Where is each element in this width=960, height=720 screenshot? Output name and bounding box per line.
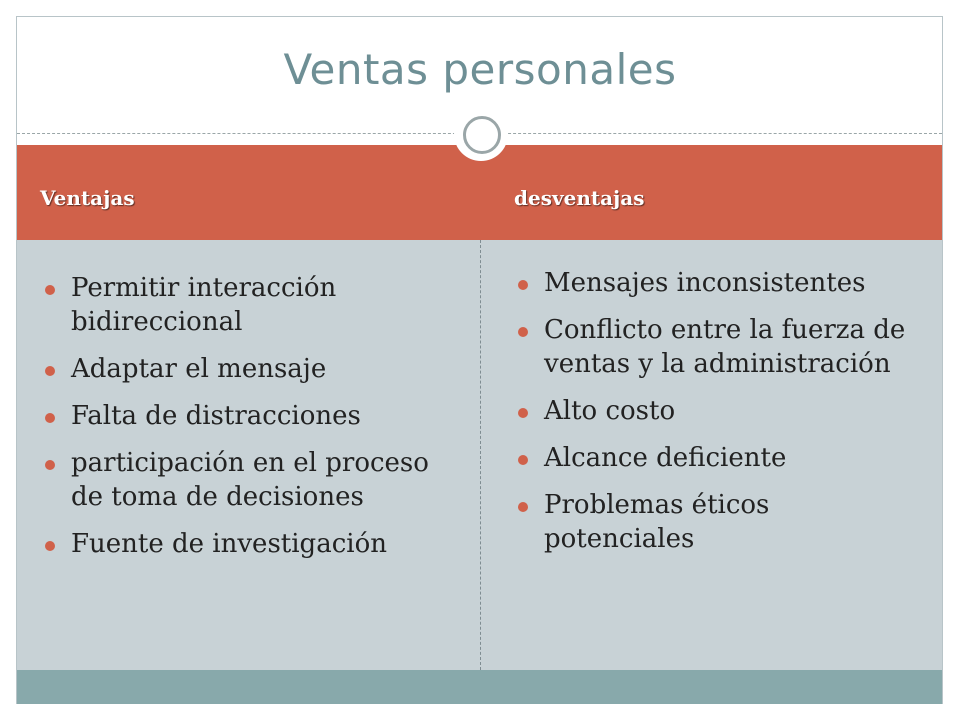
list-item-text: Problemas éticos potenciales	[544, 490, 770, 554]
list-item-text: Permitir interacción bidireccional	[71, 273, 337, 337]
list-item-text: Conflicto entre la fuerza de ventas y la administración	[544, 315, 906, 379]
bullet-icon	[518, 455, 528, 465]
bullet-icon	[45, 541, 55, 551]
list-item	[45, 446, 455, 514]
list-item	[45, 527, 455, 561]
list-item	[518, 441, 923, 475]
bullet-icon	[518, 327, 528, 337]
ventajas-list	[45, 271, 455, 574]
list-item-text: Mensajes inconsistentes	[544, 268, 866, 298]
bullet-icon	[45, 285, 55, 295]
list-item	[518, 313, 923, 381]
bullet-icon	[45, 460, 55, 470]
header-ventajas: Ventajas	[40, 186, 135, 210]
bullet-icon	[518, 280, 528, 290]
header-desventajas: desventajas	[514, 186, 645, 210]
list-item-text: Fuente de investigación	[71, 529, 387, 559]
bullet-icon	[45, 366, 55, 376]
bullet-icon	[45, 413, 55, 423]
footer-band	[17, 670, 942, 704]
list-item-text: Adaptar el mensaje	[71, 354, 327, 384]
list-item-text: Alto costo	[544, 396, 676, 426]
list-item	[518, 266, 923, 300]
bullet-icon	[518, 408, 528, 418]
list-item-text: Falta de distracciones	[71, 401, 361, 431]
list-item	[518, 488, 923, 556]
bullet-icon	[518, 502, 528, 512]
column-divider	[480, 240, 481, 670]
slide-title: Ventas personales	[283, 45, 677, 94]
list-item	[45, 271, 455, 339]
list-item	[45, 399, 455, 433]
list-item-text: participación en el proceso de toma de decisiones	[71, 448, 429, 512]
desventajas-list	[518, 266, 923, 569]
ring-icon	[463, 116, 501, 154]
list-item	[518, 394, 923, 428]
list-item	[45, 352, 455, 386]
list-item-text: Alcance deficiente	[544, 443, 787, 473]
